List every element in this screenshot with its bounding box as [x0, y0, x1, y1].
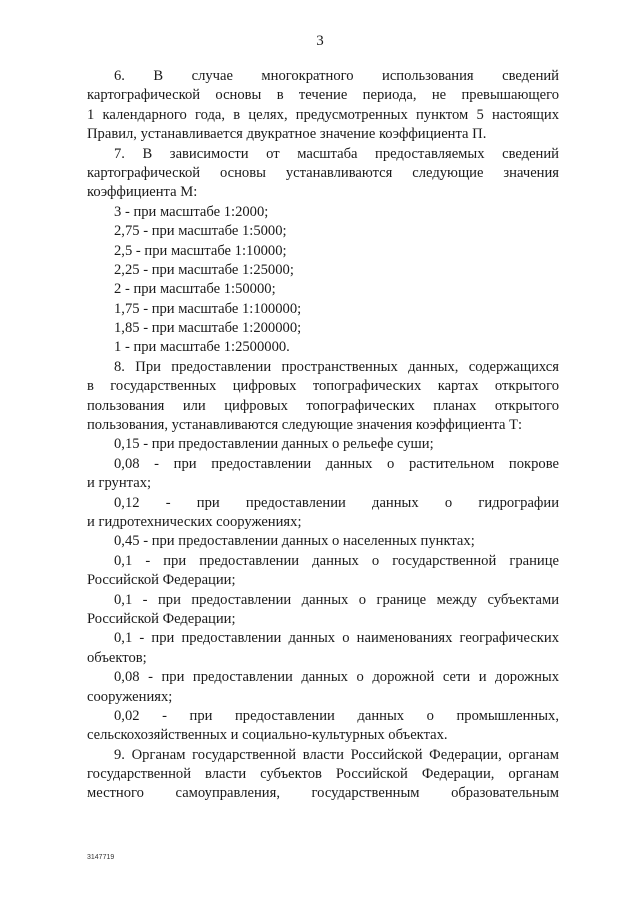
text-line: 6. В случае многократного использования сведений	[114, 68, 559, 84]
text-line: и грунтах;	[87, 475, 152, 492]
text-line: объектов;	[87, 649, 147, 666]
text-line: сооружениях;	[87, 688, 173, 705]
text-line: 1,75 - при масштабе 1:100000;	[114, 300, 302, 317]
text-line: картографической основы в течение периода, не превышающего	[87, 87, 559, 104]
text-line: 0,1 - при предоставлении данных о границе между субъектами	[114, 591, 559, 608]
text-line: 8. При предоставлении пространственных данных, содержащихся	[114, 358, 559, 375]
text-line: 9. Органам государственной власти Российской Федерации, органам	[114, 746, 559, 763]
document-body	[87, 67, 559, 804]
text-line: 2 - при масштабе 1:50000;	[114, 281, 276, 298]
text-line: 3 - при масштабе 1:2000;	[114, 203, 269, 220]
text-line: пользования или цифровых топографических планах открытого	[87, 397, 559, 414]
text-line: в государственных цифровых топографических картах открытого	[87, 378, 559, 395]
text-line: картографической основы устанавливаются следующие значения	[87, 164, 559, 181]
text-line: 1 - при масштабе 1:2500000.	[114, 339, 290, 356]
text-line: коэффициента М:	[87, 184, 198, 201]
text-line: 1,85 - при масштабе 1:200000;	[114, 320, 302, 337]
text-line: Правил, устанавливается двукратное значение коэффициента П.	[87, 126, 487, 143]
page-number: 3	[316, 33, 324, 49]
text-line: 2,75 - при масштабе 1:5000;	[114, 223, 287, 240]
text-line: 0,12 - при предоставлении данных о гидрографии	[114, 494, 559, 511]
text-line: и гидротехнических сооружениях;	[87, 513, 302, 530]
text-line: 2,25 - при масштабе 1:25000;	[114, 261, 294, 278]
text-line: сельскохозяйственных и социально-культурных объектах.	[87, 727, 448, 744]
text-line: 0,08 - при предоставлении данных о растительном покрове	[114, 455, 559, 472]
text-line: 1 календарного года, в целях, предусмотренных пунктом 5 настоящих	[87, 106, 559, 123]
text-line: Российской Федерации;	[87, 610, 236, 627]
text-line: 0,02 - при предоставлении данных о промышленных,	[114, 707, 559, 724]
text-line: 7. В зависимости от масштаба предоставляемых сведений	[114, 145, 559, 162]
text-line: государственной власти субъектов Российской Федерации, органам	[87, 766, 559, 783]
text-line: 0,1 - при предоставлении данных о государственной границе	[114, 552, 559, 569]
text-line: Российской Федерации;	[87, 572, 236, 589]
text-line: 0,45 - при предоставлении данных о населенных пунктах;	[114, 533, 475, 550]
text-line: 0,1 - при предоставлении данных о наименованиях географических	[114, 630, 559, 647]
text-line: 0,08 - при предоставлении данных о дорожной сети и дорожных	[114, 669, 559, 686]
text-line: 0,15 - при предоставлении данных о рельефе суши;	[114, 436, 434, 453]
document-code: 3147719	[87, 854, 115, 861]
text-line: 2,5 - при масштабе 1:10000;	[114, 242, 287, 259]
text-line: местного самоуправления, государственным образовательным	[87, 785, 559, 802]
text-line: пользования, устанавливаются следующие значения коэффициента Т:	[87, 417, 523, 434]
